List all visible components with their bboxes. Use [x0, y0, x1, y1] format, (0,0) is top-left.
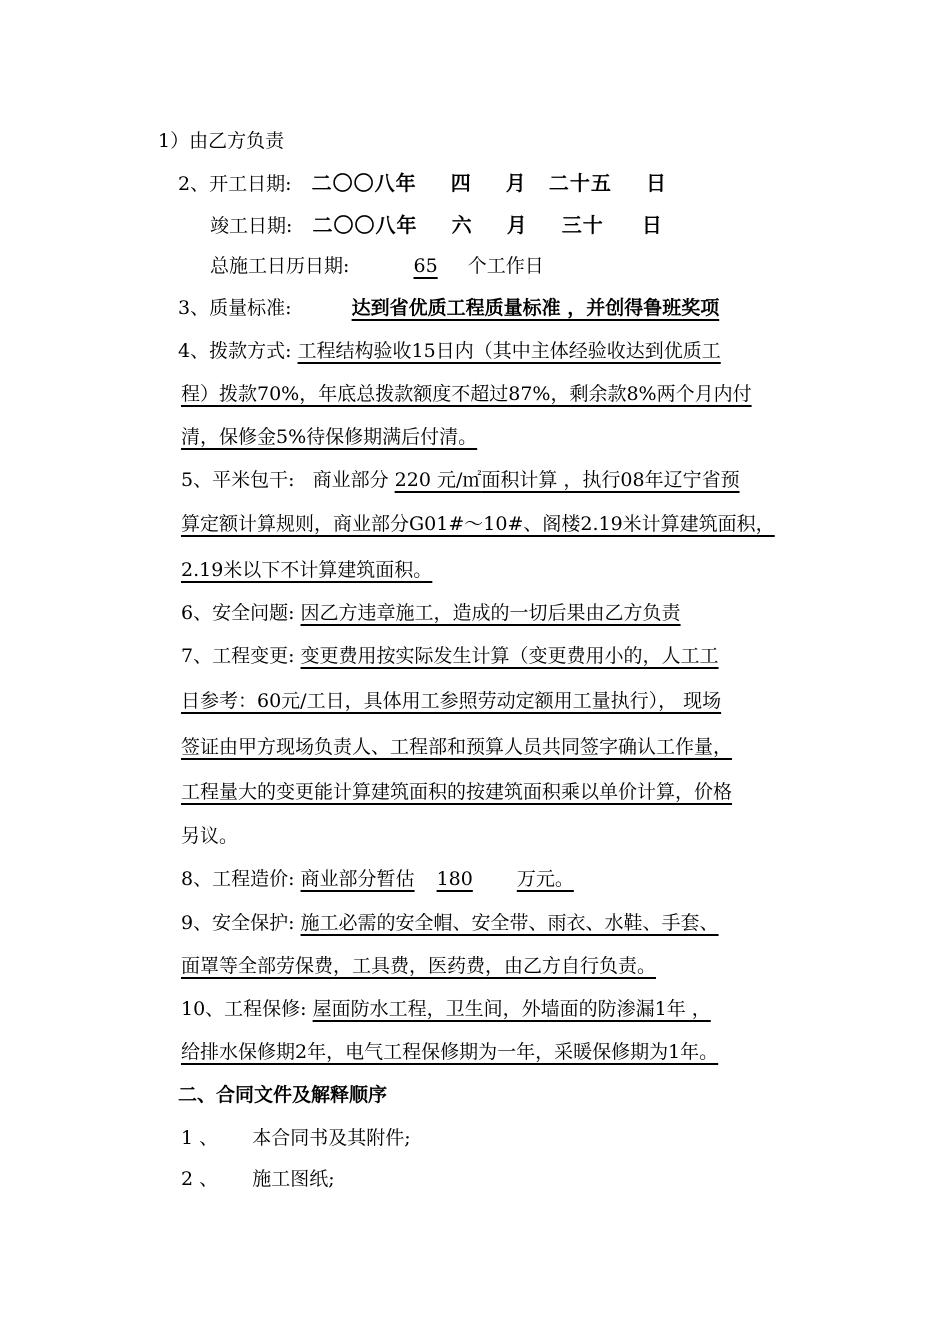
- change-text-3: 签证由甲方现场负责人、工程部和预算人员共同签字确认工作量，: [181, 736, 733, 758]
- section-heading: 二、合同文件及解释顺序: [178, 1084, 388, 1106]
- quality-label: 3、质量标准:: [178, 297, 292, 319]
- quality-value: 达到省优质工程质量标准 ，并创得鲁班奖项: [351, 297, 720, 319]
- list-item: [181, 1125, 411, 1151]
- start-day-num: 二十五: [548, 171, 612, 195]
- start-year: 二〇〇八年: [311, 171, 417, 195]
- change-text-4: 工程量大的变更能计算建筑面积的按建筑面积乘以单价计算，价格: [181, 781, 733, 803]
- end-month: 月: [506, 213, 528, 237]
- payment-text-3: 清，保修金5%待保修期满后付清。: [181, 426, 478, 448]
- end-year: 二〇〇八年: [312, 213, 418, 237]
- item1-tail: 1）由乙方负责: [158, 130, 285, 152]
- total-days-label: 总施工日历日期:: [210, 255, 350, 277]
- list-item-text: 施工图纸;: [252, 1168, 335, 1190]
- safety-issue-label: 6、安全问题:: [181, 602, 295, 624]
- list-item-num: 2 、: [181, 1168, 219, 1190]
- end-day-num: 三十: [561, 213, 604, 237]
- end-day: 日: [641, 213, 663, 237]
- total-days-unit: 个工作日: [467, 255, 544, 277]
- end-date-label: 竣工日期:: [210, 215, 293, 237]
- payment-text-2: 程）拨款70%，年底总拨款额度不超过87%，剩余款8%两个月内付: [181, 383, 752, 405]
- end-month-num: 六: [451, 213, 473, 237]
- lump-sum-text-b: 面积计算 ，执行08年辽宁省预: [481, 469, 740, 491]
- change-text-1: 变更费用按实际发生计算（变更费用小的，人工工: [300, 645, 719, 667]
- lump-sum-row-1: [181, 467, 740, 493]
- start-day: 日: [645, 171, 667, 195]
- warranty-text-2: 给排水保修期2年，电气工程保修期为一年，采暖保修期为1年。: [181, 1041, 719, 1063]
- cost-row: [181, 866, 574, 892]
- cost-label: 8、工程造价:: [181, 868, 295, 890]
- start-month-num: 四: [450, 171, 472, 195]
- list-item: [181, 1166, 335, 1192]
- change-row-1: [181, 643, 719, 669]
- warranty-text-1: 屋面防水工程，卫生间，外墙面的防渗漏1年 ，: [312, 998, 711, 1020]
- lump-sum-text-2: 算定额计算规则，商业部分G01#～10#、阁楼2.19米计算建筑面积，: [181, 513, 775, 535]
- change-label: 7、工程变更:: [181, 645, 295, 667]
- lump-sum-text-3: 2.19米以下不计算建筑面积。: [181, 559, 433, 581]
- cost-value: 商业部分暂估 180 万元。: [300, 868, 574, 890]
- safety-issue-row: [181, 600, 681, 626]
- list-item-text: 本合同书及其附件;: [252, 1127, 411, 1149]
- quality-row: [178, 295, 719, 321]
- list-item-num: 1 、: [181, 1127, 219, 1149]
- start-month: 月: [505, 171, 527, 195]
- protection-text-2: 面罩等全部劳保费，工具费，医药费，由乙方自行负责。: [181, 955, 657, 977]
- warranty-label: 10、工程保修:: [181, 998, 307, 1020]
- warranty-row-1: [181, 996, 711, 1022]
- start-date-row: [178, 170, 667, 197]
- payment-label: 4、拨款方式:: [178, 340, 292, 362]
- protection-label: 9、安全保护:: [181, 912, 295, 934]
- lump-sum-price: 220 元/㎡: [394, 469, 482, 491]
- total-days-row: [210, 253, 544, 279]
- payment-row-1: [178, 338, 721, 364]
- end-date-row: [210, 212, 663, 239]
- lump-sum-label: 5、平米包干:: [181, 469, 295, 491]
- protection-row-1: [181, 910, 719, 936]
- total-days-value: 65: [413, 255, 438, 277]
- protection-text-1: 施工必需的安全帽、安全带、雨衣、水鞋、手套、: [300, 912, 719, 934]
- start-date-label: 2、开工日期:: [178, 173, 292, 195]
- change-text-5: 另议。: [181, 825, 239, 847]
- change-text-2: 日参考：60元/工日，具体用工参照劳动定额用工量执行）， 现场: [181, 690, 722, 712]
- lump-sum-text-a: 商业部分: [312, 469, 389, 491]
- safety-issue-value: 因乙方违章施工，造成的一切后果由乙方负责: [300, 602, 681, 624]
- payment-text-1: 工程结构验收15日内（其中主体经验收达到优质工: [297, 340, 721, 362]
